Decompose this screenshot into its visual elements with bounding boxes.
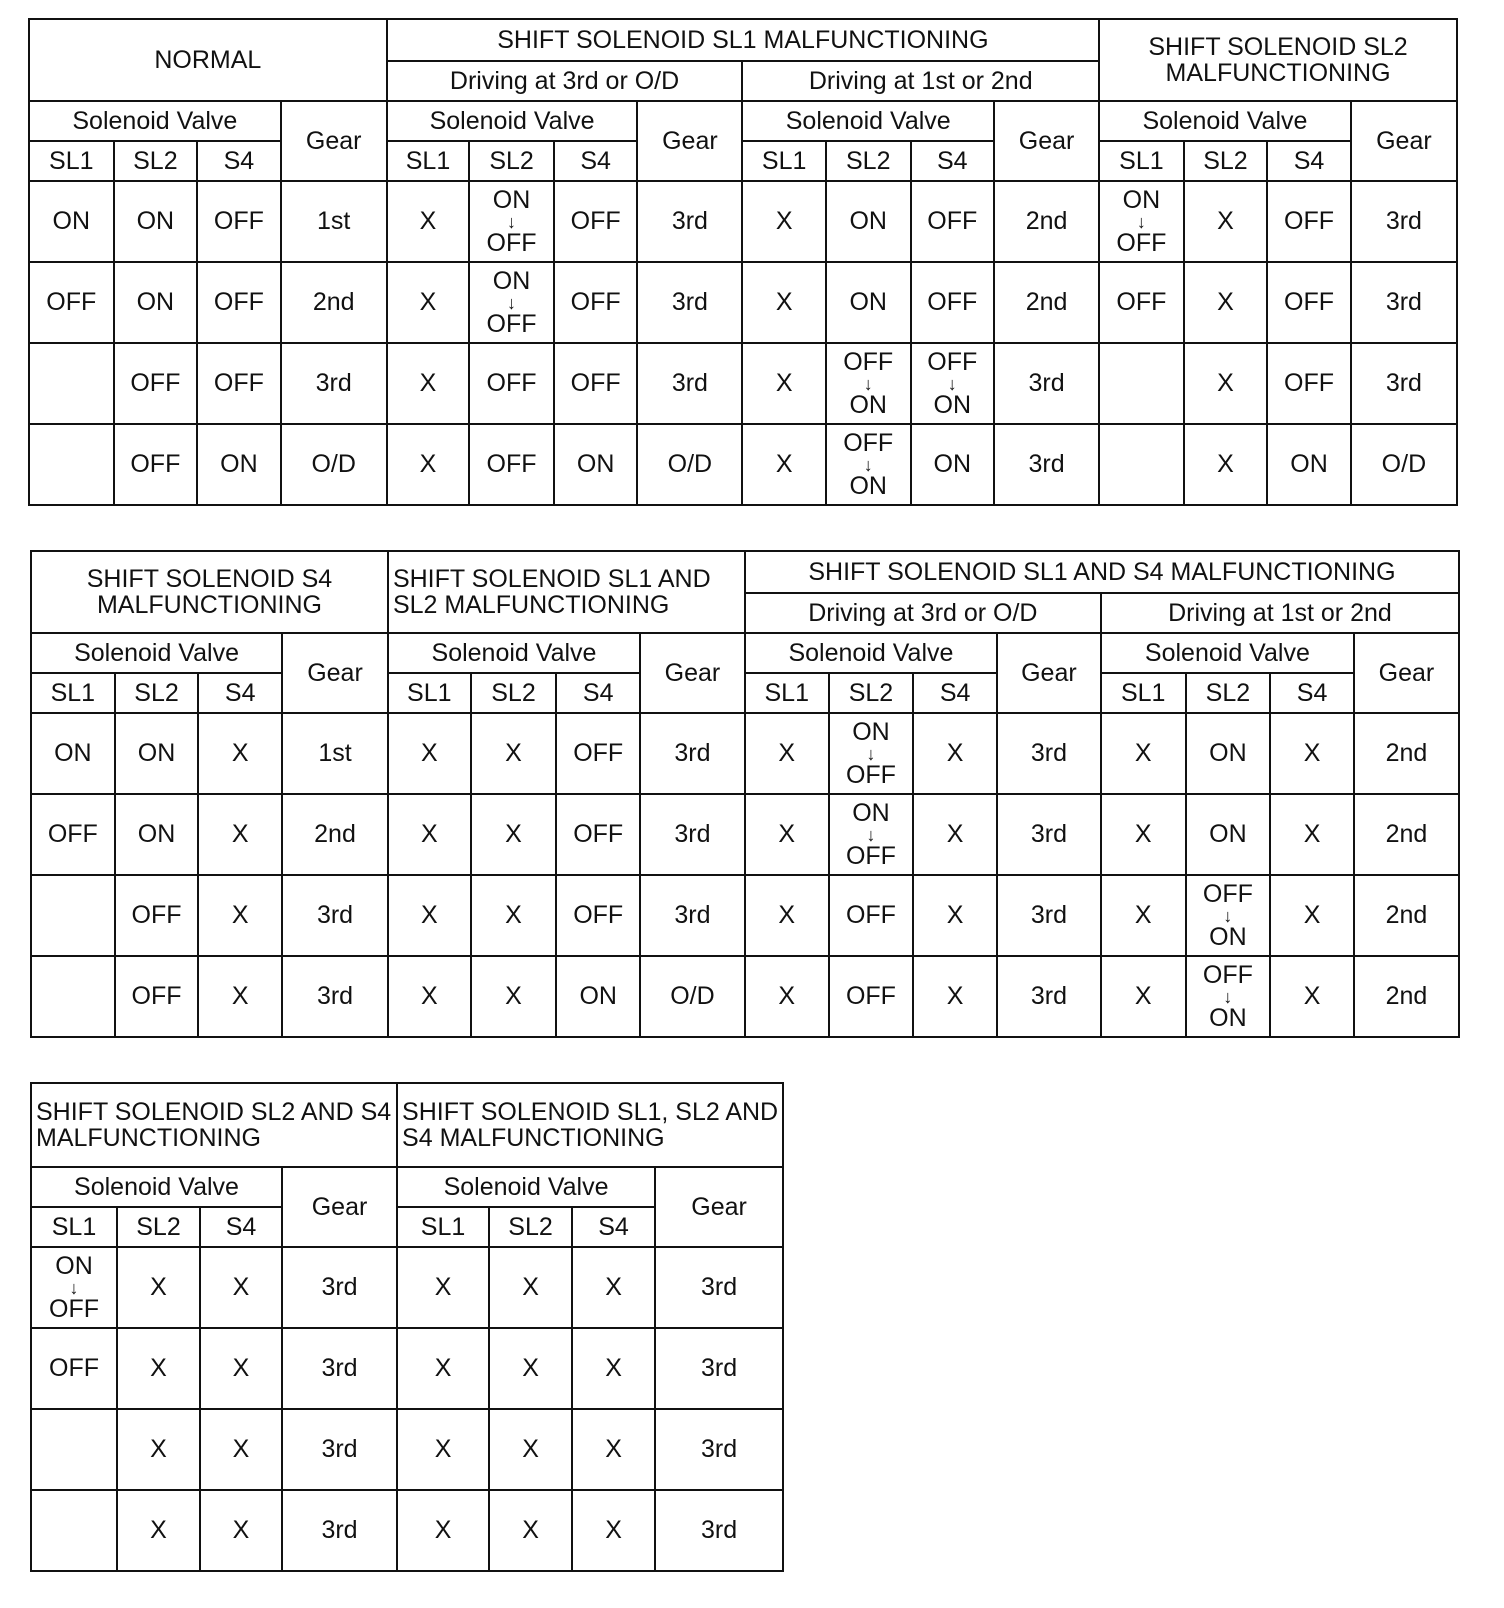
arrow-down-icon: ↓ — [947, 374, 957, 394]
solenoid-valve-header: Solenoid Valve — [745, 633, 997, 673]
solenoid-state-cell: OFF — [911, 262, 995, 343]
solenoid-state-cell: X — [387, 343, 470, 424]
gear-cell: 3rd — [997, 875, 1101, 956]
solenoid-state-cell: X — [1184, 181, 1268, 262]
gear-header: Gear — [994, 101, 1099, 181]
solenoid-state-cell: X — [1101, 713, 1186, 794]
solenoid-state-cell — [829, 713, 914, 794]
gear-cell: 3rd — [997, 794, 1101, 875]
gear-cell: O/D — [1351, 424, 1457, 505]
arrow-down-icon: ↓ — [1223, 906, 1233, 926]
solenoid-state-cell — [1099, 424, 1184, 505]
gear-cell: 3rd — [997, 713, 1101, 794]
solenoid-state-cell: X — [397, 1490, 489, 1571]
col-s4: S4 — [200, 1207, 282, 1247]
arrow-down-icon: ↓ — [1136, 212, 1146, 232]
solenoid-state-cell: X — [572, 1247, 655, 1328]
solenoid-state-cell — [826, 424, 911, 505]
col-sl2: SL2 — [829, 673, 914, 713]
table-row — [31, 713, 1459, 794]
state-transition: OFF ↓ ON — [1202, 880, 1253, 951]
gear-cell: 3rd — [637, 343, 742, 424]
solenoid-state-cell: OFF — [31, 794, 115, 875]
gear-cell: 3rd — [282, 1328, 397, 1409]
solenoid-state-cell — [1099, 343, 1184, 424]
solenoid-state-cell: X — [742, 424, 826, 505]
solenoid-state-cell: OFF — [911, 181, 995, 262]
solenoid-state-cell: ON — [114, 181, 198, 262]
solenoid-valve-header: Solenoid Valve — [1101, 633, 1354, 673]
solenoid-state-cell: X — [388, 794, 471, 875]
col-s4: S4 — [197, 141, 281, 181]
col-sl1: SL1 — [388, 673, 471, 713]
solenoid-state-cell: OFF — [1267, 262, 1351, 343]
solenoid-state-cell — [1186, 956, 1271, 1037]
solenoid-state-cell — [1099, 181, 1184, 262]
col-s4: S4 — [911, 141, 995, 181]
solenoid-state-cell — [469, 262, 554, 343]
col-sl2: SL2 — [469, 141, 554, 181]
gear-cell: 3rd — [282, 875, 388, 956]
sl1-driving-1st-2nd: Driving at 1st or 2nd — [742, 61, 1099, 101]
solenoid-state-cell — [469, 181, 554, 262]
solenoid-state-cell: X — [742, 262, 826, 343]
solenoid-state-cell: X — [200, 1247, 282, 1328]
gear-cell: O/D — [637, 424, 742, 505]
solenoid-state-cell: X — [745, 794, 829, 875]
col-sl2: SL2 — [117, 1207, 200, 1247]
solenoid-state-cell: X — [1101, 875, 1186, 956]
col-sl2: SL2 — [115, 673, 199, 713]
gear-cell: 3rd — [655, 1328, 783, 1409]
gear-cell: 3rd — [640, 794, 745, 875]
solenoid-state-cell — [1186, 875, 1271, 956]
solenoid-state-cell: X — [397, 1409, 489, 1490]
state-transition: OFF ↓ ON — [927, 348, 978, 419]
solenoid-state-cell: X — [913, 713, 997, 794]
sl2-malfunction-title: SHIFT SOLENOID SL2 MALFUNCTIONING — [1099, 19, 1457, 101]
solenoid-state-cell: OFF — [556, 794, 640, 875]
sl1-sl2-malfunction-title: SHIFT SOLENOID SL1 AND SL2 MALFUNCTIONING — [388, 551, 745, 633]
solenoid-state-cell: ON — [197, 424, 281, 505]
gear-cell: 3rd — [640, 713, 745, 794]
gear-cell: 2nd — [1354, 956, 1459, 1037]
gear-cell: 3rd — [994, 343, 1099, 424]
solenoid-state-cell: OFF — [114, 424, 198, 505]
solenoid-state-cell — [29, 343, 114, 424]
table-row — [29, 424, 1457, 505]
col-sl1: SL1 — [397, 1207, 489, 1247]
solenoid-state-cell — [911, 343, 995, 424]
solenoid-state-cell: X — [489, 1409, 572, 1490]
col-sl2: SL2 — [1184, 141, 1268, 181]
solenoid-state-cell: OFF — [1099, 262, 1184, 343]
solenoid-state-cell: ON — [29, 181, 114, 262]
arrow-down-icon: ↓ — [866, 825, 876, 845]
solenoid-state-cell: X — [198, 956, 282, 1037]
col-s4: S4 — [1270, 673, 1354, 713]
gear-header: Gear — [997, 633, 1101, 713]
gear-cell: 3rd — [994, 424, 1099, 505]
solenoid-valve-header: Solenoid Valve — [31, 633, 282, 673]
solenoid-state-cell: X — [572, 1490, 655, 1571]
col-sl1: SL1 — [387, 141, 470, 181]
solenoid-state-cell: X — [1101, 794, 1186, 875]
solenoid-state-cell: X — [198, 713, 282, 794]
sl2-s4-malfunction-title: SHIFT SOLENOID SL2 AND S4 MALFUNCTIONING — [31, 1083, 397, 1167]
solenoid-state-cell: OFF — [554, 343, 638, 424]
gear-header: Gear — [1354, 633, 1459, 713]
gear-header: Gear — [655, 1167, 783, 1247]
gear-cell: 3rd — [1351, 181, 1457, 262]
solenoid-state-cell: X — [1270, 875, 1354, 956]
solenoid-state-cell — [826, 343, 911, 424]
gear-cell: 3rd — [282, 1247, 397, 1328]
solenoid-state-cell: ON — [1267, 424, 1351, 505]
solenoid-valve-header: Solenoid Valve — [742, 101, 994, 141]
solenoid-table-3 — [30, 1082, 784, 1572]
solenoid-state-cell: OFF — [197, 262, 281, 343]
solenoid-state-cell: X — [1270, 956, 1354, 1037]
gear-cell: 3rd — [655, 1247, 783, 1328]
solenoid-valve-header: Solenoid Valve — [397, 1167, 655, 1207]
gear-cell: 3rd — [655, 1490, 783, 1571]
s4-malfunction-title: SHIFT SOLENOID S4 MALFUNCTIONING — [31, 551, 388, 633]
solenoid-state-cell: X — [471, 875, 557, 956]
solenoid-state-cell — [31, 956, 115, 1037]
gear-header: Gear — [282, 633, 388, 713]
arrow-down-icon: ↓ — [863, 455, 873, 475]
solenoid-state-cell: ON — [1186, 713, 1271, 794]
solenoid-state-cell: ON — [826, 262, 911, 343]
solenoid-state-cell: OFF — [197, 181, 281, 262]
table-row — [29, 343, 1457, 424]
state-transition: OFF ↓ ON — [1202, 961, 1253, 1032]
col-sl2: SL2 — [114, 141, 198, 181]
solenoid-state-cell — [31, 1247, 117, 1328]
solenoid-state-cell: OFF — [829, 956, 914, 1037]
col-sl2: SL2 — [1186, 673, 1271, 713]
gear-cell: 2nd — [1354, 875, 1459, 956]
arrow-down-icon: ↓ — [507, 212, 517, 232]
solenoid-state-cell: X — [387, 262, 470, 343]
solenoid-state-cell — [31, 1490, 117, 1571]
gear-cell: 3rd — [637, 262, 742, 343]
arrow-down-icon: ↓ — [507, 293, 517, 313]
solenoid-state-cell: X — [572, 1409, 655, 1490]
col-sl1: SL1 — [29, 141, 114, 181]
gear-cell: 3rd — [637, 181, 742, 262]
solenoid-state-cell: X — [913, 956, 997, 1037]
state-transition: ON ↓ OFF — [1116, 186, 1167, 257]
table-row — [31, 794, 1459, 875]
col-sl1: SL1 — [1101, 673, 1186, 713]
table-row — [31, 1247, 783, 1328]
solenoid-state-cell: OFF — [31, 1328, 117, 1409]
arrow-down-icon: ↓ — [866, 744, 876, 764]
table-row — [31, 956, 1459, 1037]
solenoid-state-cell: X — [1184, 343, 1268, 424]
solenoid-valve-header: Solenoid Valve — [29, 101, 281, 141]
solenoid-state-cell: OFF — [115, 956, 199, 1037]
gear-header: Gear — [637, 101, 742, 181]
solenoid-state-cell: X — [489, 1490, 572, 1571]
gear-cell: 3rd — [282, 1409, 397, 1490]
solenoid-state-cell: OFF — [554, 262, 638, 343]
solenoid-state-cell: ON — [1186, 794, 1271, 875]
solenoid-state-cell: ON — [556, 956, 640, 1037]
table-row — [31, 1490, 783, 1571]
solenoid-state-cell: X — [745, 713, 829, 794]
sl1s4-driving-3rd-od: Driving at 3rd or O/D — [745, 593, 1101, 633]
solenoid-state-cell: X — [742, 181, 826, 262]
solenoid-state-cell: X — [1270, 794, 1354, 875]
solenoid-state-cell: X — [742, 343, 826, 424]
solenoid-state-cell: ON — [31, 713, 115, 794]
solenoid-state-cell: X — [745, 956, 829, 1037]
solenoid-state-cell: OFF — [469, 424, 554, 505]
solenoid-state-cell — [29, 424, 114, 505]
gear-header: Gear — [282, 1167, 397, 1247]
solenoid-table-1 — [28, 18, 1458, 506]
table-row — [29, 262, 1457, 343]
gear-header: Gear — [640, 633, 745, 713]
solenoid-state-cell: ON — [115, 794, 199, 875]
solenoid-state-cell: X — [397, 1247, 489, 1328]
gear-cell: O/D — [281, 424, 387, 505]
col-s4: S4 — [572, 1207, 655, 1247]
gear-cell: 3rd — [282, 956, 388, 1037]
col-sl2: SL2 — [489, 1207, 572, 1247]
col-s4: S4 — [1267, 141, 1351, 181]
solenoid-state-cell: X — [471, 713, 557, 794]
solenoid-state-cell: X — [489, 1247, 572, 1328]
sl1s4-driving-1st-2nd: Driving at 1st or 2nd — [1101, 593, 1459, 633]
solenoid-table-2 — [30, 550, 1460, 1038]
solenoid-state-cell: X — [200, 1328, 282, 1409]
solenoid-state-cell: X — [198, 875, 282, 956]
state-transition: ON ↓ OFF — [486, 267, 537, 338]
solenoid-state-cell: X — [913, 794, 997, 875]
solenoid-state-cell: X — [388, 956, 471, 1037]
gear-cell: 2nd — [1354, 713, 1459, 794]
solenoid-state-cell: X — [388, 875, 471, 956]
solenoid-state-cell: X — [200, 1490, 282, 1571]
sl1-malfunction-title: SHIFT SOLENOID SL1 MALFUNCTIONING — [387, 19, 1099, 61]
table-row — [31, 1328, 783, 1409]
solenoid-state-cell: ON — [826, 181, 911, 262]
solenoid-state-cell: OFF — [197, 343, 281, 424]
solenoid-state-cell: X — [1184, 424, 1268, 505]
gear-cell: 2nd — [282, 794, 388, 875]
sl1-driving-3rd-od: Driving at 3rd or O/D — [387, 61, 743, 101]
gear-cell: O/D — [640, 956, 745, 1037]
solenoid-valve-header: Solenoid Valve — [388, 633, 640, 673]
solenoid-state-cell: X — [1270, 713, 1354, 794]
solenoid-state-cell: ON — [554, 424, 638, 505]
col-sl2: SL2 — [471, 673, 557, 713]
table-row — [31, 1409, 783, 1490]
col-sl2: SL2 — [826, 141, 911, 181]
solenoid-state-cell: X — [200, 1409, 282, 1490]
state-transition: OFF ↓ ON — [843, 429, 894, 500]
solenoid-state-cell: OFF — [114, 343, 198, 424]
gear-cell: 2nd — [1354, 794, 1459, 875]
col-s4: S4 — [556, 673, 640, 713]
sl1-sl2-s4-malfunction-title: SHIFT SOLENOID SL1, SL2 AND S4 MALFUNCTIONING — [397, 1083, 783, 1167]
solenoid-state-cell: X — [489, 1328, 572, 1409]
solenoid-state-cell: X — [388, 713, 471, 794]
arrow-down-icon: ↓ — [863, 374, 873, 394]
solenoid-state-cell: X — [387, 181, 470, 262]
gear-cell: 3rd — [640, 875, 745, 956]
col-s4: S4 — [198, 673, 282, 713]
state-transition: ON ↓ OFF — [845, 718, 896, 789]
solenoid-state-cell: X — [117, 1247, 200, 1328]
solenoid-valve-header: Solenoid Valve — [387, 101, 638, 141]
gear-cell: 1st — [282, 713, 388, 794]
sl1-s4-malfunction-title: SHIFT SOLENOID SL1 AND S4 MALFUNCTIONING — [745, 551, 1459, 593]
solenoid-valve-header: Solenoid Valve — [31, 1167, 282, 1207]
state-transition: OFF ↓ ON — [843, 348, 894, 419]
solenoid-state-cell: ON — [114, 262, 198, 343]
col-sl1: SL1 — [742, 141, 826, 181]
gear-cell: 3rd — [281, 343, 387, 424]
gear-cell: 3rd — [1351, 262, 1457, 343]
solenoid-state-cell: ON — [911, 424, 995, 505]
col-sl1: SL1 — [31, 673, 115, 713]
solenoid-state-cell: OFF — [556, 713, 640, 794]
solenoid-state-cell: X — [387, 424, 470, 505]
table-row — [31, 875, 1459, 956]
solenoid-state-cell — [829, 794, 914, 875]
solenoid-state-cell: X — [1184, 262, 1268, 343]
gear-cell: 2nd — [994, 262, 1099, 343]
solenoid-state-cell: OFF — [829, 875, 914, 956]
solenoid-state-cell: X — [198, 794, 282, 875]
solenoid-state-cell: OFF — [29, 262, 114, 343]
solenoid-state-cell — [31, 875, 115, 956]
solenoid-state-cell: OFF — [1267, 181, 1351, 262]
col-sl1: SL1 — [1099, 141, 1184, 181]
gear-cell: 1st — [281, 181, 387, 262]
solenoid-state-cell: X — [117, 1409, 200, 1490]
gear-header: Gear — [1351, 101, 1457, 181]
solenoid-state-cell: X — [471, 956, 557, 1037]
solenoid-state-cell: X — [913, 875, 997, 956]
table-row — [29, 181, 1457, 262]
gear-cell: 2nd — [994, 181, 1099, 262]
solenoid-state-cell: X — [117, 1328, 200, 1409]
solenoid-state-cell: OFF — [1267, 343, 1351, 424]
col-s4: S4 — [554, 141, 638, 181]
gear-cell: 3rd — [655, 1409, 783, 1490]
solenoid-state-cell: X — [397, 1328, 489, 1409]
solenoid-state-cell: OFF — [469, 343, 554, 424]
solenoid-state-cell: X — [572, 1328, 655, 1409]
gear-cell: 3rd — [1351, 343, 1457, 424]
arrow-down-icon: ↓ — [69, 1278, 79, 1298]
solenoid-state-cell: X — [117, 1490, 200, 1571]
solenoid-state-cell: OFF — [115, 875, 199, 956]
solenoid-state-cell: X — [745, 875, 829, 956]
normal-title: NORMAL — [29, 19, 387, 101]
state-transition: ON ↓ OFF — [49, 1252, 99, 1323]
col-sl1: SL1 — [31, 1207, 117, 1247]
solenoid-state-cell — [31, 1409, 117, 1490]
state-transition: ON ↓ OFF — [486, 186, 537, 257]
col-s4: S4 — [913, 673, 997, 713]
gear-cell: 3rd — [997, 956, 1101, 1037]
solenoid-state-cell: OFF — [556, 875, 640, 956]
solenoid-state-cell: X — [471, 794, 557, 875]
col-sl1: SL1 — [745, 673, 829, 713]
arrow-down-icon: ↓ — [1223, 987, 1233, 1007]
solenoid-state-cell: OFF — [554, 181, 638, 262]
gear-cell: 3rd — [282, 1490, 397, 1571]
solenoid-state-cell: ON — [115, 713, 199, 794]
gear-header: Gear — [281, 101, 387, 181]
state-transition: ON ↓ OFF — [845, 799, 896, 870]
solenoid-state-cell: X — [1101, 956, 1186, 1037]
solenoid-valve-header: Solenoid Valve — [1099, 101, 1351, 141]
gear-cell: 2nd — [281, 262, 387, 343]
